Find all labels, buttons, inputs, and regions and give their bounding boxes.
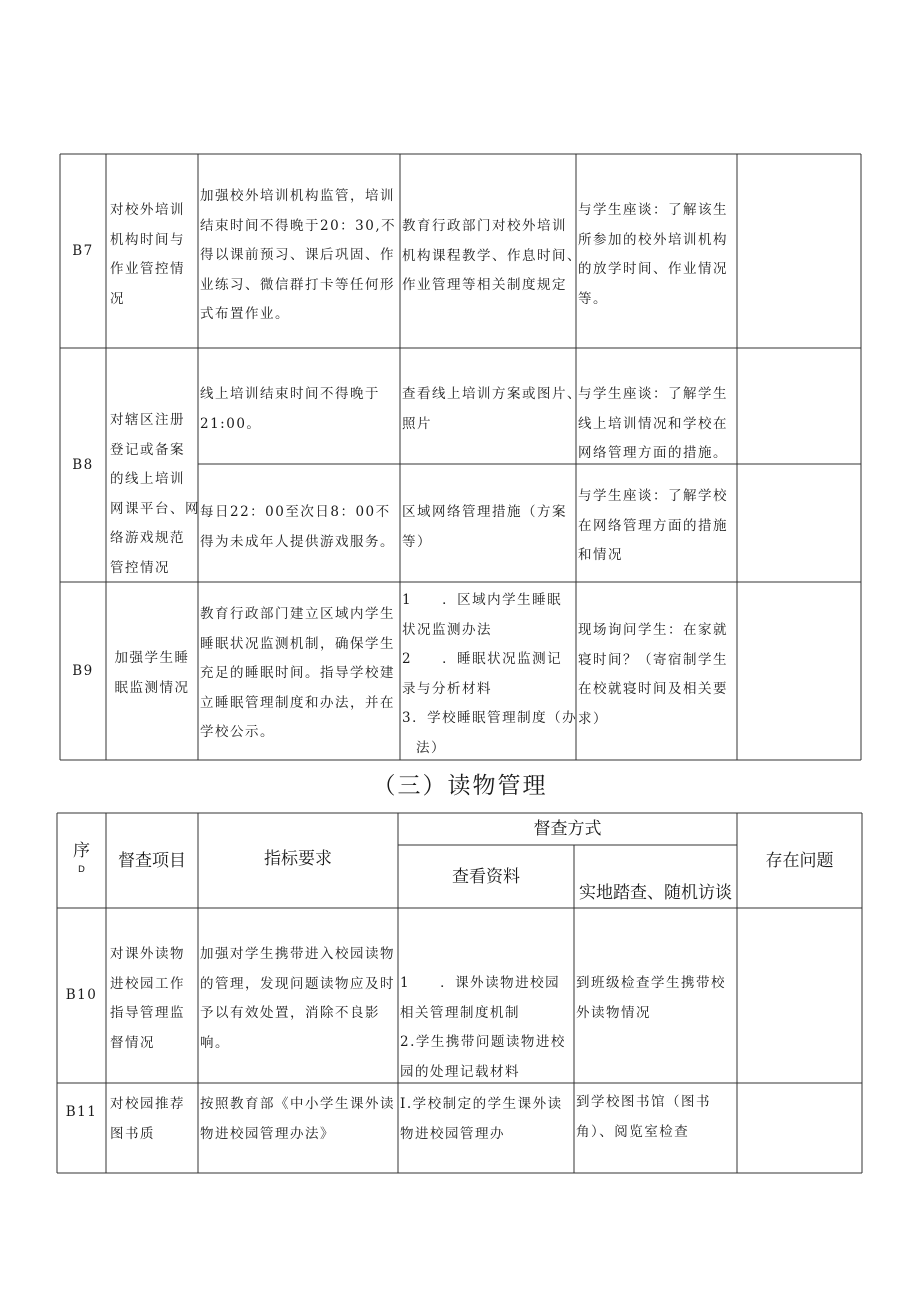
b11-visits-cell <box>576 1088 736 1147</box>
b8-sub1-materials-line-1: 查看线上培训方案或图片、 <box>402 386 582 402</box>
b11-visits-line-2: 角）、阅览室检查 <box>576 1123 690 1140</box>
b8-sub2-requirement-cell <box>200 498 398 557</box>
b11-requirement-cell <box>200 1090 398 1149</box>
header-requirement: 指标要求 <box>264 849 332 869</box>
b7-requirement-cell <box>200 182 398 330</box>
header-seq: 序 <box>73 841 90 861</box>
b10-requirement-line-1: 加强对学生携带进入校园读物 <box>200 946 395 962</box>
header-materials: 查看资料 <box>452 867 520 887</box>
section-title: （三）读物管理 <box>372 773 548 799</box>
b9-requirement-cell <box>200 600 398 748</box>
b7-materials-line-3: 作业管理等相关制度规定 <box>402 277 567 293</box>
b10-visits-line-1: 到班级检查学生携带校 <box>576 975 726 991</box>
header-materials-cell <box>398 862 574 892</box>
b9-materials-line-5: 3．学校睡眠管理制度（办 <box>402 710 578 726</box>
b9-item-cell <box>106 644 198 703</box>
b9-visits-line-2: 寝时间？（寄宿制学生 <box>578 651 728 668</box>
b11-visits-line-1: 到学校图书馆（图书 <box>576 1094 711 1110</box>
b11-item-line-1: 对校园推荐 <box>110 1096 185 1112</box>
header-requirement-cell <box>198 844 398 874</box>
b9-requirement-line-5: 学校公示。 <box>200 724 275 740</box>
b10-requirement-line-2: 的管理，发现问题读物应及时 <box>200 975 395 992</box>
b8-sub1-requirement-cell <box>200 380 398 439</box>
b11-materials-line-2: 物进校园管理办 <box>400 1125 505 1142</box>
b7-id: B7 <box>72 243 94 259</box>
b10-requirement-cell <box>200 940 398 1058</box>
b8-item-line-5: 络游戏规范 <box>110 530 185 546</box>
b8-sub1-visits-line-2: 线上培训情况和学校在 <box>578 415 728 432</box>
b8-sub1-materials-cell <box>402 380 582 439</box>
b10-requirement-line-3: 予以有效处置，消除不良影 <box>200 1005 380 1021</box>
b8-sub2-materials-cell <box>402 498 574 557</box>
b8-sub2-visits-line-3: 和情况 <box>578 547 623 563</box>
b7-requirement-line-3: 得以课前预习、课后巩固、作 <box>200 247 395 263</box>
b9-requirement-line-4: 立睡眠管理制度和办法，并在 <box>200 694 395 711</box>
b7-item-line-2: 机构时间与 <box>110 231 185 248</box>
b9-materials-line-6: 法） <box>416 739 446 756</box>
b10-item-line-1: 对课外读物 <box>110 946 185 962</box>
b10-requirement-line-4: 响。 <box>200 1034 230 1051</box>
header-issues-cell <box>737 846 862 876</box>
b7-item-line-1: 对校外培训 <box>110 202 185 218</box>
b8-sub1-visits-cell <box>578 380 736 469</box>
b11-requirement-line-1: 按照教育部《中小学生课外读 <box>200 1096 395 1112</box>
b10-id: B10 <box>65 987 98 1003</box>
b8-id-cell <box>60 348 106 582</box>
b8-item-line-4: 网课平台、网 <box>110 500 200 517</box>
b7-materials-line-1: 教育行政部门对校外培训 <box>402 218 567 234</box>
b8-sub1-materials-line-2: 照片 <box>402 415 432 432</box>
b7-visits-line-4: 等。 <box>578 290 608 307</box>
b8-item-line-3: 的线上培训 <box>110 471 185 487</box>
b9-visits-line-4: 求） <box>578 710 608 727</box>
b7-visits-cell <box>578 196 736 314</box>
b7-item-line-4: 况 <box>110 290 125 307</box>
b8-id: B8 <box>72 457 94 473</box>
b7-item-cell <box>110 196 196 314</box>
b8-item-cell <box>110 406 198 583</box>
header-seq-sub: D <box>78 865 85 875</box>
header-visits-cell <box>574 878 737 908</box>
header-visits: 实地踏查、随机访谈 <box>579 883 732 903</box>
header-seq-cell <box>57 838 106 876</box>
b9-materials-line-1: 1 ．区域内学生睡眠 <box>402 592 563 608</box>
b10-materials-cell <box>400 969 574 1087</box>
b10-item-line-4: 督情况 <box>110 1034 155 1051</box>
b8-item-line-2: 登记或备案 <box>110 441 185 458</box>
b10-materials-line-4: 园的处理记载材料 <box>400 1063 520 1080</box>
b7-visits-line-3: 的放学时间、作业情况 <box>578 261 728 277</box>
header-item: 督查项目 <box>118 851 186 871</box>
b9-id: B9 <box>72 663 94 679</box>
b8-item-line-1: 对辖区注册 <box>110 412 185 428</box>
b10-item-line-2: 进校园工作 <box>110 975 185 992</box>
b10-item-cell <box>110 940 198 1058</box>
b7-id-cell <box>60 154 106 348</box>
b9-requirement-line-2: 睡眠状况监测机制，确保学生 <box>200 635 395 652</box>
b8-sub2-requirement-line-2: 得为未成年人提供游戏服务。 <box>200 533 395 550</box>
b9-item-line-2: 眠监测情况 <box>114 679 190 696</box>
b7-materials-cell <box>402 212 582 301</box>
b11-item-cell <box>110 1090 198 1149</box>
b7-visits-line-2: 所参加的校外培训机构 <box>578 231 728 248</box>
b10-item-line-3: 指导管理监 <box>110 1005 185 1021</box>
b10-id-cell <box>57 908 106 1083</box>
b7-requirement-line-2: 结束时间不得晚于20：30,不 <box>200 217 397 234</box>
b10-materials-line-1: 1 ．课外读物进校园 <box>400 975 561 991</box>
b9-requirement-line-1: 教育行政部门建立区域内学生 <box>200 606 395 622</box>
b8-item-line-6: 管控情况 <box>110 559 170 576</box>
b8-sub2-visits-line-2: 在网络管理方面的措施 <box>578 517 728 534</box>
b7-visits-line-1: 与学生座谈：了解该生 <box>578 202 728 218</box>
b7-item-line-3: 作业管控情 <box>110 261 185 277</box>
b9-visits-line-1: 现场询问学生：在家就 <box>578 622 728 638</box>
b8-sub2-visits-cell <box>578 482 736 571</box>
b10-visits-cell <box>576 969 736 1028</box>
b8-sub2-visits-line-1: 与学生座谈：了解学校 <box>578 488 728 504</box>
b11-materials-line-1: I.学校制定的学生课外读 <box>400 1096 563 1112</box>
b9-item-line-1: 加强学生睡 <box>114 650 190 666</box>
b7-requirement-line-5: 式布置作业。 <box>200 306 290 322</box>
b9-visits-line-3: 在校就寝时间及相关要 <box>578 681 728 697</box>
b10-materials-line-2: 相关管理制度机制 <box>400 1004 520 1021</box>
b7-requirement-line-4: 业练习、微信群打卡等任何形 <box>200 276 395 293</box>
header-method-cell <box>398 815 737 843</box>
b8-sub1-visits-line-3: 网络管理方面的措施。 <box>578 445 728 461</box>
b11-id: B11 <box>65 1104 98 1120</box>
b11-item-line-2: 图书质 <box>110 1125 155 1142</box>
b9-materials-cell <box>402 586 578 763</box>
b8-sub1-requirement-line-2: 21:00。 <box>200 415 262 432</box>
b11-id-cell <box>57 1083 106 1141</box>
b11-materials-cell <box>400 1090 574 1149</box>
b8-sub1-visits-line-1: 与学生座谈：了解学生 <box>578 386 728 402</box>
b9-id-cell <box>60 582 106 760</box>
b10-materials-line-3: 2.学生携带问题读物进校 <box>400 1034 566 1050</box>
b9-materials-line-3: 2 ．睡眠状况监测记 <box>402 651 563 667</box>
b8-sub2-materials-line-1: 区域网络管理措施（方案 <box>402 504 567 520</box>
b7-materials-line-2: 机构课程教学、作息时间、 <box>402 247 582 264</box>
header-method: 督查方式 <box>533 819 602 839</box>
b9-materials-line-4: 录与分析材料 <box>402 680 492 697</box>
b7-requirement-line-1: 加强校外培训机构监管，培训 <box>200 188 395 204</box>
b9-visits-cell <box>578 616 736 734</box>
b10-visits-line-2: 外读物情况 <box>576 1004 651 1021</box>
header-issues: 存在问题 <box>765 851 834 871</box>
b11-requirement-line-2: 物进校园管理办法》 <box>200 1125 335 1142</box>
b9-requirement-line-3: 充足的睡眠时间。指导学校建 <box>200 665 395 681</box>
b8-sub1-requirement-line-1: 线上培训结束时间不得晚于 <box>200 386 380 402</box>
b8-sub2-materials-line-2: 等） <box>402 533 432 550</box>
b9-materials-line-2: 状况监测办法 <box>402 621 492 638</box>
header-item-cell <box>106 846 198 876</box>
b8-sub2-requirement-line-1: 每日22：00至次日8：00不 <box>200 504 391 520</box>
